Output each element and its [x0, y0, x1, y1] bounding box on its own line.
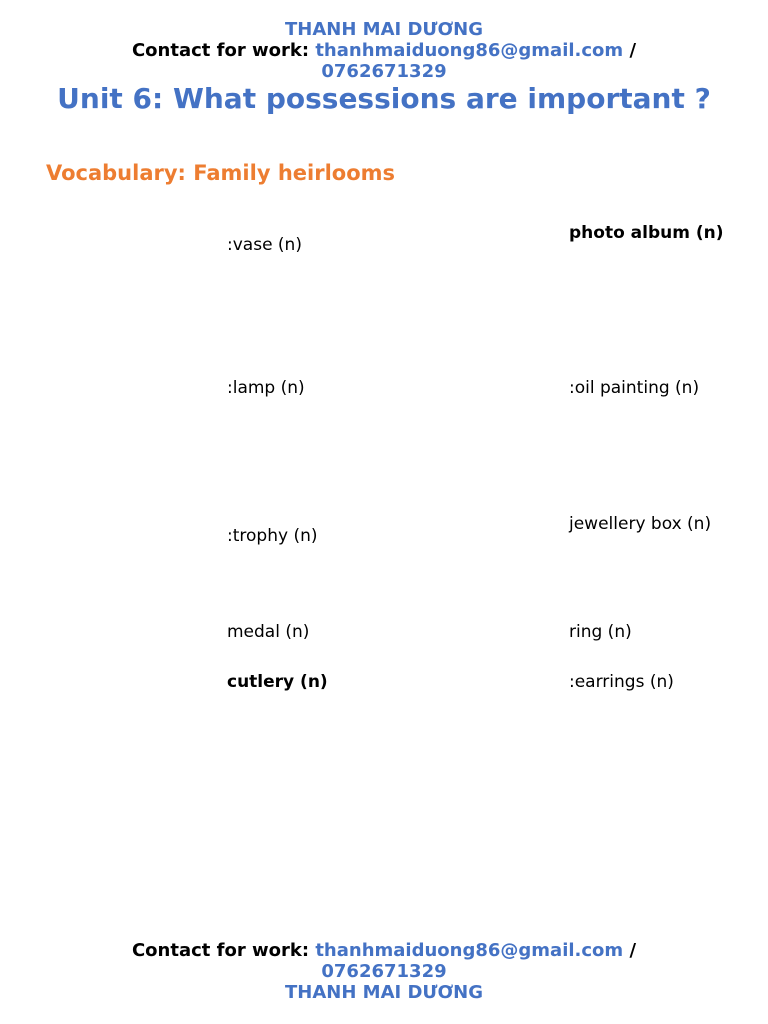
contact-label: Contact for work: [131, 940, 310, 961]
phone-number: 0762671329 [321, 961, 447, 982]
author-name-bottom: THANH MAI DƯƠNG [284, 982, 484, 1003]
separator: / [629, 40, 637, 61]
vocab-word: :trophy (n) [227, 526, 318, 546]
unit-title: Unit 6: What possessions are important ? [57, 82, 711, 115]
vocab-word: :lamp (n) [227, 378, 305, 398]
separator: / [629, 940, 637, 961]
vocab-word: :vase (n) [227, 235, 302, 255]
contact-line-top [0, 40, 768, 82]
contact-label: Contact for work: [131, 40, 310, 61]
vocab-word: ring (n) [569, 622, 632, 642]
phone-number: 0762671329 [321, 61, 447, 82]
vocab-word: photo album (n) [569, 223, 724, 243]
vocab-word: :earrings (n) [569, 672, 674, 692]
vocab-word: medal (n) [227, 622, 310, 642]
email-link[interactable]: thanhmaiduong86@gmail.com [315, 940, 624, 961]
vocab-word: jewellery box (n) [569, 514, 712, 534]
vocab-heading: Vocabulary: Family heirlooms [46, 161, 396, 185]
contact-line-bottom [0, 940, 768, 982]
author-name-top: THANH MAI DƯƠNG [284, 19, 484, 40]
vocab-word: :oil painting (n) [569, 378, 700, 398]
email-link[interactable]: thanhmaiduong86@gmail.com [315, 40, 624, 61]
vocab-word: cutlery (n) [227, 672, 328, 692]
